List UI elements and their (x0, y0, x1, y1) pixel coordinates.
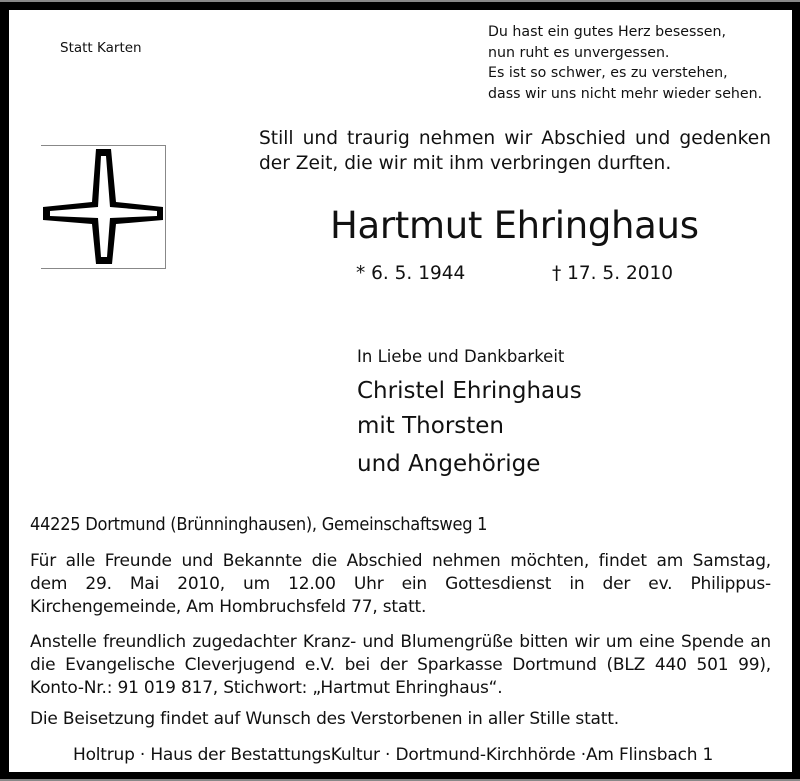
mourner-name: und Angehörige (357, 451, 541, 477)
cross-frame (41, 145, 166, 269)
paragraph-line: Die Beisetzung findet auf Wunsch des Verstorbenen in aller Stille statt. (30, 709, 619, 729)
poem-line: Es ist so schwer, es zu verstehen, (488, 65, 728, 81)
intro-text (259, 126, 771, 176)
paragraph-line: dem 29. Mai 2010, um 12.00 Uhr ein Gottesdienst in der ev. Philippus- (30, 574, 771, 594)
paragraph-line: die Evangelische Cleverjugend e.V. bei der Sparkasse Dortmund (BLZ 440 501 99), (30, 655, 771, 675)
mourner-name: mit Thorsten (357, 412, 505, 439)
poem (488, 22, 762, 104)
funeral-home-footer: Holtrup · Haus der BestattungsKultur · Dortmund-Kirchhörde ·Am Flinsbach 1 (73, 745, 714, 765)
obituary-notice (9, 10, 792, 772)
service-paragraph (30, 550, 771, 619)
poem-line: nun ruht es unvergessen. (488, 44, 670, 61)
paragraph-line: Anstelle freundlich zugedachter Kranz- und Blumengrüße bitten wir um eine Spende an (30, 632, 771, 652)
intro-line: Still und traurig nehmen wir Abschied und gedenken (259, 128, 771, 149)
mourners-list (357, 374, 582, 482)
birth-date: * 6. 5. 1944 (356, 263, 466, 284)
burial-paragraph (30, 708, 771, 731)
header-label: Statt Karten (60, 40, 142, 56)
paragraph-line: Kirchengemeinde, Am Hombruchsfeld 77, statt. (30, 597, 427, 617)
poem-line: Du hast ein gutes Herz besessen, (488, 24, 726, 40)
frame-top-rule (0, 0, 800, 2)
mourner-name: Christel Ehringhaus (357, 378, 582, 404)
dedication: In Liebe und Dankbarkeit (357, 347, 565, 366)
paragraph-line: Konto-Nr.: 91 019 817, Stichwort: „Hartmut Ehringhaus“. (30, 678, 503, 698)
cross-icon (41, 146, 165, 268)
donation-paragraph (30, 631, 771, 700)
intro-line: der Zeit, die wir mit ihm verbringen durften. (259, 153, 672, 174)
poem-line: dass wir uns nicht mehr wieder sehen. (488, 85, 763, 102)
death-date: † 17. 5. 2010 (552, 263, 674, 284)
paragraph-line: Für alle Freunde und Bekannte die Abschied nehmen möchten, findet am Samstag, (30, 551, 771, 571)
deceased-name: Hartmut Ehringhaus (330, 204, 699, 247)
family-address: 44225 Dortmund (Brünninghausen), Gemeinschaftsweg 1 (30, 515, 488, 535)
